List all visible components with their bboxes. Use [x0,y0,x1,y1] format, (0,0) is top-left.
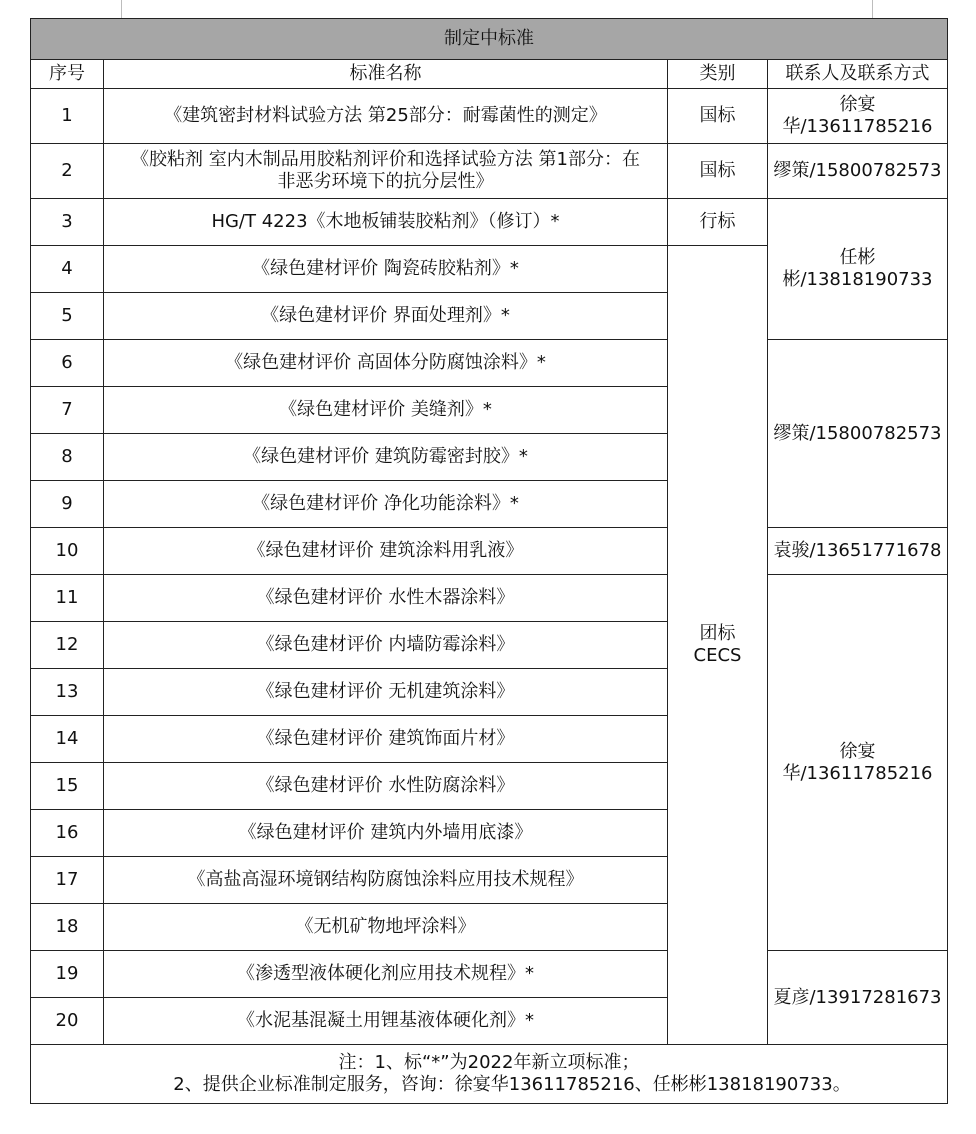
contact: 缪策/15800782573 [768,144,948,199]
contact: 徐宴华/13611785216 [768,89,948,144]
standard-name: 《绿色建材评价 美缝剂》* [104,387,668,434]
row-number: 9 [31,481,104,528]
category-cecs [668,246,768,1045]
header-category: 类别 [668,60,768,89]
category: 国标 [668,144,768,199]
row-number: 6 [31,340,104,387]
standard-name: 《绿色建材评价 建筑内外墙用底漆》 [104,810,668,857]
row-number: 18 [31,904,104,951]
row-number: 17 [31,857,104,904]
page-edge-right [872,0,873,18]
standard-name: 《建筑密封材料试验方法 第25部分：耐霉菌性的测定》 [104,89,668,144]
standard-name: HG/T 4223《木地板铺装胶粘剂》（修订）* [104,199,668,246]
row-number: 13 [31,669,104,716]
row-number: 10 [31,528,104,575]
standard-name: 《绿色建材评价 建筑防霉密封胶》* [104,434,668,481]
contact: 缪策/15800782573 [768,340,948,528]
row-number: 14 [31,716,104,763]
row-number: 8 [31,434,104,481]
page-edge-left [121,0,122,18]
standard-name: 《绿色建材评价 无机建筑涂料》 [104,669,668,716]
standard-name: 《渗透型液体硬化剂应用技术规程》* [104,951,668,998]
row-number: 2 [31,144,104,199]
category: 行标 [668,199,768,246]
header-standard-name: 标准名称 [104,60,668,89]
table-row [31,89,948,144]
note-2: 2、提供企业标准制定服务，咨询：徐宴华13611785216、任彬彬13818190733。 [173,1074,851,1095]
contact: 夏彦/13917281673 [768,951,948,1045]
header-contact: 联系人及联系方式 [768,60,948,89]
standard-name: 《高盐高湿环境钢结构防腐蚀涂料应用技术规程》 [104,857,668,904]
standard-name: 《绿色建材评价 水性木器涂料》 [104,575,668,622]
row-number: 1 [31,89,104,144]
row-number: 16 [31,810,104,857]
table-row [31,575,948,622]
standard-name: 《胶粘剂 室内木制品用胶粘剂评价和选择试验方法 第1部分：在非恶劣环境下的抗分层性》 [104,144,668,199]
standard-name: 《绿色建材评价 建筑饰面片材》 [104,716,668,763]
table-row [31,199,948,246]
row-number: 15 [31,763,104,810]
standard-name: 《绿色建材评价 陶瓷砖胶粘剂》* [104,246,668,293]
category-cecs-line2: CECS [693,645,742,666]
table-title: 制定中标准 [31,19,948,60]
row-number: 3 [31,199,104,246]
note-1: 注：1、标“*”为2022年新立项标准； [338,1052,640,1073]
row-number: 4 [31,246,104,293]
category-cecs-line1: 团标 [699,623,736,644]
contact: 袁骏/13651771678 [768,528,948,575]
contact: 任彬彬/13818190733 [768,199,948,340]
standard-name: 《绿色建材评价 净化功能涂料》* [104,481,668,528]
table-row [31,144,948,199]
standard-name: 《绿色建材评价 内墙防霉涂料》 [104,622,668,669]
standard-name: 《绿色建材评价 水性防腐涂料》 [104,763,668,810]
standard-name: 《水泥基混凝土用锂基液体硬化剂》* [104,998,668,1045]
contact: 徐宴华/13611785216 [768,575,948,951]
table-row [31,340,948,387]
table-title-row [31,19,948,60]
row-number: 7 [31,387,104,434]
row-number: 20 [31,998,104,1045]
row-number: 19 [31,951,104,998]
row-number: 12 [31,622,104,669]
standard-name: 《绿色建材评价 界面处理剂》* [104,293,668,340]
row-number: 5 [31,293,104,340]
standard-name: 《绿色建材评价 建筑涂料用乳液》 [104,528,668,575]
header-number: 序号 [31,60,104,89]
notes [31,1045,948,1104]
row-number: 11 [31,575,104,622]
table-row [31,528,948,575]
notes-row [31,1045,948,1104]
table-row [31,951,948,998]
standards-table [30,18,948,1104]
table-header-row [31,60,948,89]
standard-name: 《无机矿物地坪涂料》 [104,904,668,951]
category: 国标 [668,89,768,144]
standard-name: 《绿色建材评价 高固体分防腐蚀涂料》* [104,340,668,387]
